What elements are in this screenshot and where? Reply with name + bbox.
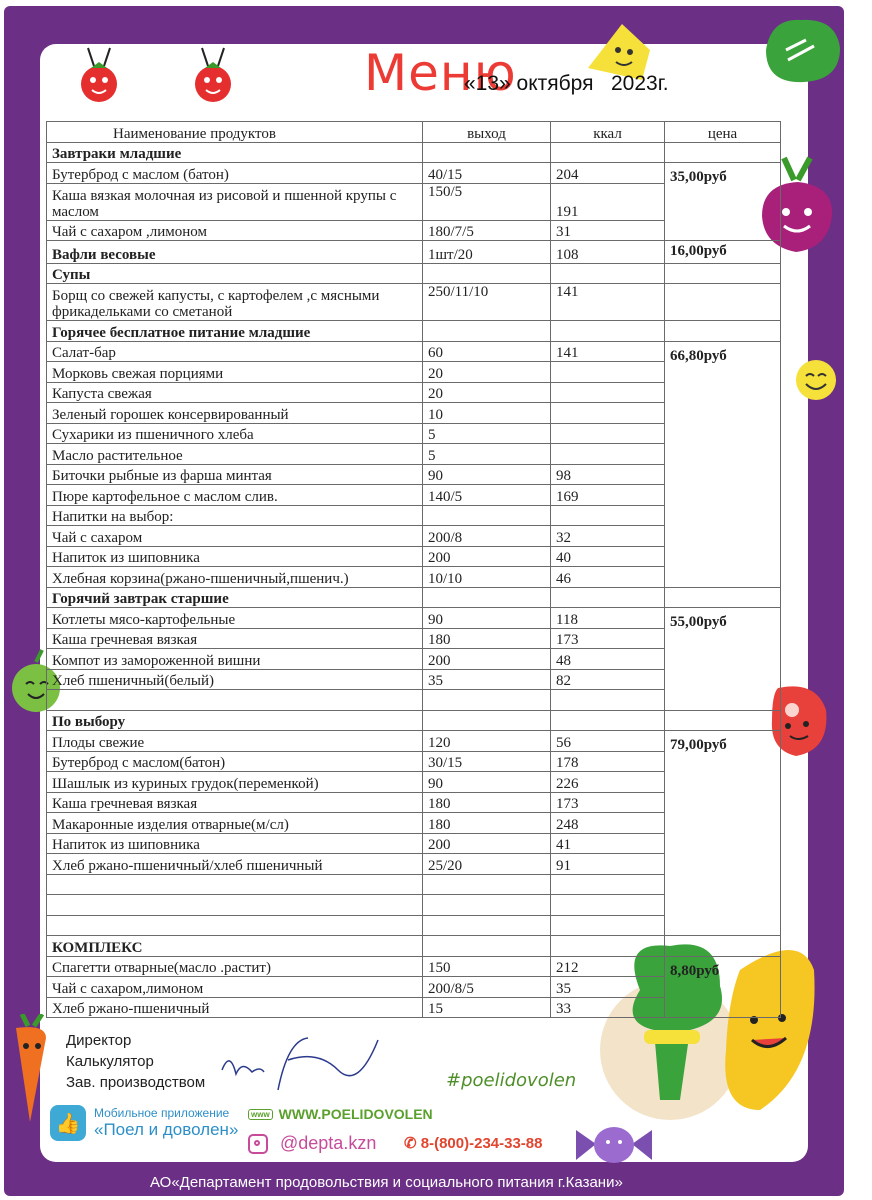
section-row (47, 263, 781, 284)
item-output: 250/11/10 (423, 284, 551, 321)
section-title: По выбору (47, 710, 423, 731)
item-kcal (551, 423, 665, 444)
section-price: 79,00руб (665, 731, 781, 936)
item-output: 5 (423, 423, 551, 444)
item-kcal (551, 382, 665, 403)
section-row (47, 710, 781, 731)
item-name: Сухарики из пшеничного хлеба (47, 423, 423, 444)
item-output: 90 (423, 608, 551, 629)
item-kcal: 118 (551, 608, 665, 629)
item-name: Вафли весовые (47, 241, 423, 264)
waffles-price: 16,00руб (665, 241, 781, 264)
item-kcal (551, 403, 665, 424)
www-badge: www (248, 1109, 273, 1120)
item-kcal: 169 (551, 485, 665, 506)
item-kcal: 173 (551, 628, 665, 649)
item-kcal: 56 (551, 731, 665, 752)
col-name-header: Наименование продуктов (47, 122, 423, 143)
item-kcal: 141 (551, 341, 665, 362)
item-name: Шашлык из куриных грудок(переменкой) (47, 772, 423, 793)
item-name: Салат-бар (47, 341, 423, 362)
item-output: 90 (423, 464, 551, 485)
item-name: Спагетти отварные(масло .растит) (47, 956, 423, 977)
handwritten-signature (218, 1030, 388, 1100)
item-output: 10/10 (423, 567, 551, 588)
item-kcal: 226 (551, 772, 665, 793)
item-name: Борщ со свежей капусты, с картофелем ,с мясными фрикадельками со сметаной (47, 284, 423, 321)
lettuce-top-right (756, 10, 846, 90)
section-row (47, 321, 781, 342)
col-price-header: цена (665, 122, 781, 143)
item-output: 120 (423, 731, 551, 752)
item-name: Котлеты мясо-картофельные (47, 608, 423, 629)
menu-title: Меню (364, 44, 517, 102)
item-name: Хлебная корзина(ржано-пшеничный,пшенич.) (47, 567, 423, 588)
section-price: 66,80руб (665, 341, 781, 587)
item-name: Зеленый горошек консервированный (47, 403, 423, 424)
item-output: 35 (423, 669, 551, 690)
item-output (423, 505, 551, 526)
item-name: Чай с сахаром (47, 526, 423, 547)
app-name: «Поел и доволен» (94, 1120, 239, 1139)
item-output: 5 (423, 444, 551, 465)
item-kcal: 48 (551, 649, 665, 670)
phone-link[interactable] (404, 1134, 543, 1152)
item-kcal: 40 (551, 546, 665, 567)
item-kcal: 91 (551, 854, 665, 875)
col-output-header: выход (423, 122, 551, 143)
section-row (47, 587, 781, 608)
item-kcal: 212 (551, 956, 665, 977)
section-title: Супы (47, 263, 423, 284)
item-kcal: 191 (551, 183, 665, 220)
item-output: 30/15 (423, 751, 551, 772)
item-output: 180 (423, 628, 551, 649)
item-kcal: 32 (551, 526, 665, 547)
item-output: 90 (423, 772, 551, 793)
item-kcal: 108 (551, 241, 665, 264)
thumbs-up-icon: 👍 (50, 1105, 86, 1141)
item-output: 10 (423, 403, 551, 424)
section-title: Завтраки младшие (47, 142, 423, 163)
table-row (47, 608, 781, 629)
item-name: Биточки рыбные из фарша минтая (47, 464, 423, 485)
section-row (47, 936, 781, 957)
smiley-yellow (794, 358, 838, 402)
item-name: Бутерброд с маслом (батон) (47, 163, 423, 184)
item-output: 180 (423, 813, 551, 834)
item-output: 15 (423, 997, 551, 1018)
item-kcal (551, 362, 665, 383)
item-output: 200/8 (423, 526, 551, 547)
instagram-link[interactable] (248, 1133, 376, 1154)
table-row (47, 284, 781, 321)
table-row (47, 956, 781, 977)
item-name: Напиток из шиповника (47, 833, 423, 854)
table-row (47, 341, 781, 362)
item-name: Пюре картофельное с маслом слив. (47, 485, 423, 506)
item-output: 200 (423, 649, 551, 670)
item-output: 25/20 (423, 854, 551, 875)
instagram-handle: @depta.kzn (280, 1133, 377, 1153)
item-output: 60 (423, 341, 551, 362)
item-name: Чай с сахаром ,лимоном (47, 220, 423, 241)
item-kcal: 98 (551, 464, 665, 485)
website-text: WWW.POELIDOVOLEN (278, 1106, 433, 1122)
section-title: КОМПЛЕКС (47, 936, 423, 957)
item-output: 20 (423, 362, 551, 383)
section-row (47, 142, 781, 163)
section-title: Горячий завтрак старшие (47, 587, 423, 608)
item-output: 20 (423, 382, 551, 403)
item-output: 1шт/20 (423, 241, 551, 264)
item-name: Масло растительное (47, 444, 423, 465)
item-name: Чай с сахаром,лимоном (47, 977, 423, 998)
director-label: Директор (66, 1032, 132, 1049)
calculator-label: Калькулятор (66, 1053, 154, 1070)
app-caption: Мобильное приложение (94, 1106, 230, 1120)
tomato-mascot-right (188, 46, 238, 116)
table-row (47, 241, 781, 264)
section-title: Горячее бесплатное питание младшие (47, 321, 423, 342)
item-kcal: 31 (551, 220, 665, 241)
item-kcal: 178 (551, 751, 665, 772)
tomato-mascot-left (74, 46, 124, 116)
item-kcal: 41 (551, 833, 665, 854)
phone-number: 8-(800)-234-33-88 (420, 1135, 543, 1152)
item-output: 140/5 (423, 485, 551, 506)
item-output: 180/7/5 (423, 220, 551, 241)
item-name: Каша вязкая молочная из рисовой и пшенной крупы с маслом (47, 183, 423, 220)
website-link[interactable] (248, 1106, 433, 1122)
item-output: 200 (423, 833, 551, 854)
menu-table (46, 121, 781, 1018)
item-name: Морковь свежая порциями (47, 362, 423, 383)
item-kcal (551, 444, 665, 465)
item-name: Хлеб ржано-пшеничный (47, 997, 423, 1018)
header-row (47, 122, 781, 143)
item-name: Напиток из шиповника (47, 546, 423, 567)
table-row (47, 731, 781, 752)
item-name: Плоды свежие (47, 731, 423, 752)
item-kcal: 82 (551, 669, 665, 690)
item-name: Компот из замороженной вишни (47, 649, 423, 670)
item-kcal (551, 505, 665, 526)
item-output: 150 (423, 956, 551, 977)
table-row (47, 163, 781, 184)
item-name: Капуста свежая (47, 382, 423, 403)
section-price: 8,80руб (665, 956, 781, 1018)
item-name: Макаронные изделия отварные(м/сл) (47, 813, 423, 834)
item-kcal: 33 (551, 997, 665, 1018)
item-kcal: 141 (551, 284, 665, 321)
carrot-mascot (6, 1014, 56, 1124)
item-output: 40/15 (423, 163, 551, 184)
item-output: 200 (423, 546, 551, 567)
item-output: 200/8/5 (423, 977, 551, 998)
item-name: Каша гречневая вязкая (47, 792, 423, 813)
col-kcal-header: ккал (551, 122, 665, 143)
item-name: Хлеб пшеничный(белый) (47, 669, 423, 690)
item-output: 150/5 (423, 183, 551, 220)
mobile-app-promo[interactable] (50, 1105, 238, 1141)
organization-footer: АО«Департамент продовольствия и социального питания г.Казани» (150, 1174, 623, 1191)
item-kcal: 204 (551, 163, 665, 184)
item-name: Напитки на выбор: (47, 505, 423, 526)
item-output: 180 (423, 792, 551, 813)
phone-icon: ✆ (404, 1135, 421, 1152)
signatures-block (66, 1030, 205, 1093)
item-name: Хлеб ржано-пшеничный/хлеб пшеничный (47, 854, 423, 875)
item-kcal: 173 (551, 792, 665, 813)
instagram-icon (248, 1134, 268, 1154)
menu-date: «13» октября 2023г. (464, 72, 669, 95)
section-price: 35,00руб (665, 163, 781, 241)
item-kcal: 46 (551, 567, 665, 588)
section-price: 55,00руб (665, 608, 781, 711)
item-name: Бутерброд с маслом(батон) (47, 751, 423, 772)
item-kcal: 35 (551, 977, 665, 998)
head-label: Зав. производством (66, 1074, 206, 1091)
item-name: Каша гречневая вязкая (47, 628, 423, 649)
hashtag: #poelidovolen (446, 1070, 577, 1091)
candy-mascot (576, 1120, 652, 1170)
item-kcal: 248 (551, 813, 665, 834)
